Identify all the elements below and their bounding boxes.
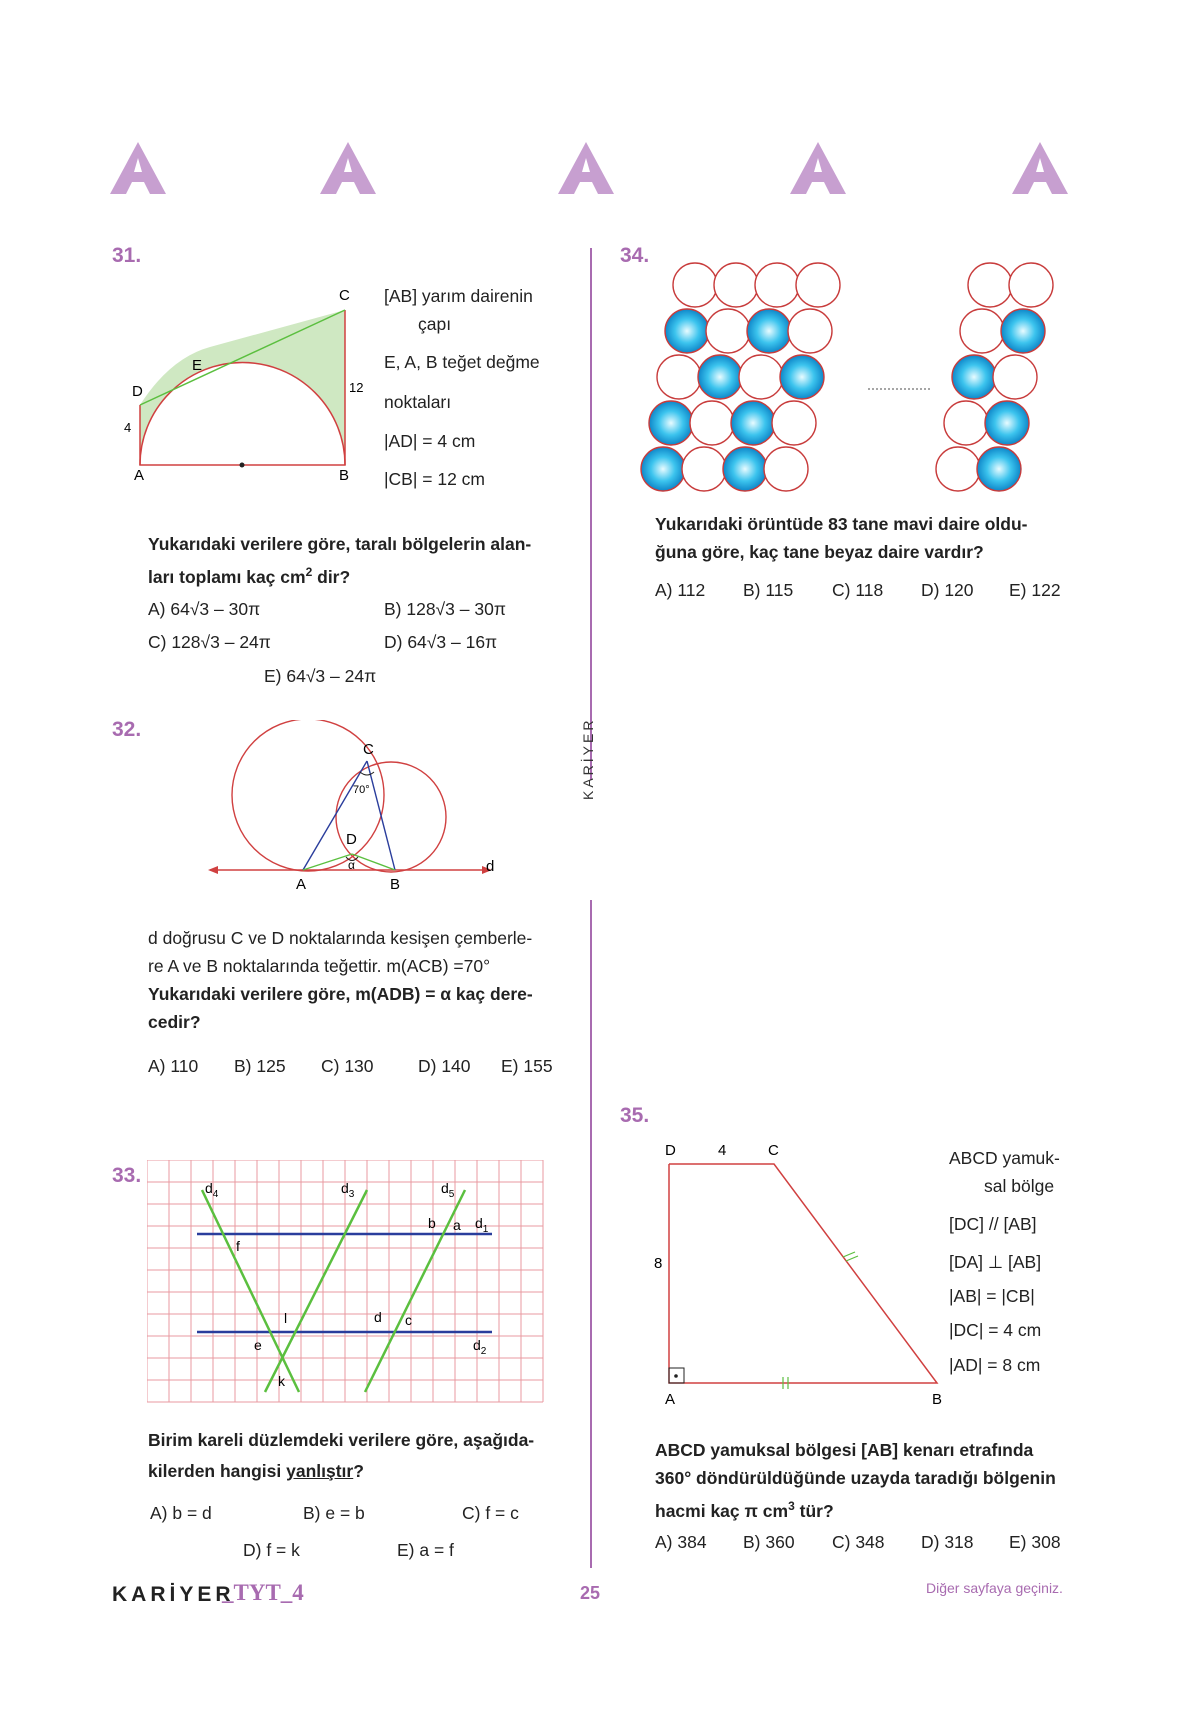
q35-label-d: D [665, 1142, 676, 1159]
q35-info-5: |AB| = |CB| [949, 1286, 1035, 1306]
logo-a-2 [318, 140, 378, 196]
blue-circle [952, 355, 996, 399]
q32-angle-70: 70° [353, 784, 370, 796]
q32-figure [200, 720, 510, 895]
white-circle [772, 401, 816, 445]
white-circle [657, 355, 701, 399]
q35-figure [650, 1140, 950, 1410]
logo-a-5 [1010, 140, 1070, 196]
white-circle [714, 263, 758, 307]
q31-label-a: A [134, 467, 145, 484]
q31-info-2: çapı [418, 314, 452, 334]
q32-number: 32. [112, 718, 142, 741]
q33-line2-pre: kilerden hangisi [148, 1461, 287, 1481]
q35-option-a[interactable]: A) 384 [655, 1532, 707, 1552]
q33-label-k: k [278, 1373, 285, 1389]
q34-line1: Yukarıdaki örüntüde 83 tane mavi daire oldu- [655, 514, 1028, 534]
q32-option-b[interactable]: B) 125 [234, 1056, 286, 1076]
q33-line2 [148, 1456, 578, 1487]
blue-circle [780, 355, 824, 399]
q31-question-line1: Yukarıdaki verilere göre, taralı bölgelerin alan- [148, 534, 532, 554]
q32-label-c: C [363, 741, 374, 758]
q35-line2: 360° döndürüldüğünde uzayda taradığı bölgenin [655, 1468, 1056, 1488]
q32-option-a[interactable]: A) 110 [148, 1056, 199, 1076]
q32-label-d-line: d [486, 858, 495, 875]
q31-info-3: E, A, B teğet değme [384, 352, 540, 372]
white-circle [673, 263, 717, 307]
q35-label-a: A [665, 1391, 676, 1408]
q33-line2-post: ? [353, 1461, 364, 1481]
q31-option-d[interactable]: D) 64√3 – 16π [384, 632, 498, 652]
blue-circle [977, 447, 1021, 491]
white-circle [764, 447, 808, 491]
side-brand: KARİYER [580, 717, 596, 800]
q33-option-a[interactable]: A) b = d [150, 1503, 212, 1523]
q35-line1: ABCD yamuksal bölgesi [AB] kenarı etrafında [655, 1440, 1034, 1460]
q31-q-post: dir? [312, 566, 351, 587]
q31-q-sup: 2 [305, 565, 313, 579]
q35-text [655, 1436, 1085, 1525]
q34-option-d[interactable]: D) 120 [921, 580, 974, 600]
q32-line4: cedir? [148, 1012, 201, 1032]
q35-line3 [655, 1492, 1085, 1525]
blue-circle [1001, 309, 1045, 353]
logo-a-3 [556, 140, 616, 196]
q35-option-c[interactable]: C) 348 [832, 1532, 885, 1552]
blue-circle [649, 401, 693, 445]
q35-option-b[interactable]: B) 360 [743, 1532, 795, 1552]
column-divider-bottom [590, 900, 592, 1568]
q33-label-c: c [405, 1312, 412, 1328]
q33-option-d[interactable]: D) f = k [243, 1540, 300, 1560]
q32-line3: Yukarıdaki verilere göre, m(ADB) = α kaç dere- [148, 984, 533, 1004]
blue-circle [731, 401, 775, 445]
q32-option-e[interactable]: E) 155 [501, 1056, 553, 1076]
q35-info-3: [DC] // [AB] [949, 1214, 1037, 1234]
next-page-note[interactable]: Diğer sayfaya geçiniz. [926, 1580, 1063, 1596]
q31-option-c[interactable]: C) 128√3 – 24π [148, 632, 271, 652]
page-number: 25 [580, 1583, 601, 1603]
q34-text [655, 510, 1075, 566]
white-circle [706, 309, 750, 353]
q35-info-4: [DA] ⊥ [AB] [949, 1252, 1042, 1272]
q33-label-d3: $d_3$ [341, 1180, 355, 1200]
q35-label-c: C [768, 1142, 779, 1159]
q32-label-b: B [390, 876, 401, 893]
blue-circle [698, 355, 742, 399]
q34-number: 34. [620, 244, 650, 267]
white-circle [739, 355, 783, 399]
blue-circle [641, 447, 685, 491]
q35-info-7: |AD| = 8 cm [949, 1355, 1041, 1375]
q33-option-c[interactable]: C) f = c [462, 1503, 519, 1523]
blue-circle [985, 401, 1029, 445]
q32-text [148, 924, 578, 1036]
q32-label-d: D [346, 831, 357, 848]
q31-option-e[interactable]: E) 64√3 – 24π [264, 666, 377, 686]
q35-line3-pre: hacmi kaç π cm [655, 1500, 789, 1521]
q35-info-1: ABCD yamuk- [949, 1148, 1060, 1168]
white-circle [993, 355, 1037, 399]
q35-info-2: sal bölge [984, 1176, 1055, 1196]
q35-line3-sup: 3 [788, 1499, 795, 1513]
column-divider-top [590, 248, 592, 780]
blue-circle [723, 447, 767, 491]
q33-label-d1: $d_1$ [475, 1215, 489, 1235]
q33-option-e[interactable]: E) a = f [397, 1540, 454, 1560]
q31-number: 31. [112, 244, 142, 267]
q32-line1: d doğrusu C ve D noktalarında kesişen çemberle- [148, 928, 533, 948]
q31-label-b: B [339, 467, 350, 484]
q35-option-d[interactable]: D) 318 [921, 1532, 974, 1552]
q35-label-8: 8 [654, 1255, 663, 1272]
q31-question-line2 [148, 558, 568, 591]
q31-label-4: 4 [124, 420, 132, 435]
q34-option-b[interactable]: B) 115 [743, 580, 794, 600]
q31-info-5: |AD| = 4 cm [384, 431, 476, 451]
q33-label-l: l [284, 1310, 288, 1326]
q33-label-e: e [254, 1337, 262, 1353]
white-circle [690, 401, 734, 445]
q31-info-1: [AB] yarım dairenin [384, 286, 533, 306]
logo-a-1 [108, 140, 168, 196]
q31-label-c: C [339, 287, 350, 304]
white-circle [960, 309, 1004, 353]
q34-option-a[interactable]: A) 112 [655, 580, 706, 600]
q35-label-b: B [932, 1391, 943, 1408]
footer-exam: _TYT_4 [222, 1580, 304, 1605]
q34-figure [640, 255, 1070, 505]
white-circle [796, 263, 840, 307]
q32-option-c[interactable]: C) 130 [321, 1056, 374, 1076]
q33-text [148, 1425, 578, 1487]
white-circle [944, 401, 988, 445]
q31-q-pre: ları toplamı kaç cm [148, 566, 306, 587]
q33-option-b[interactable]: B) e = b [303, 1503, 365, 1523]
q34-line2: ğuna göre, kaç tane beyaz daire vardır? [655, 542, 984, 562]
q35-line3-post: tür? [794, 1500, 834, 1521]
q31-info-6: |CB| = 12 cm [384, 469, 486, 489]
q32-alpha: α [348, 858, 355, 872]
q32-option-d[interactable]: D) 140 [418, 1056, 471, 1076]
q33-number: 33. [112, 1164, 142, 1187]
q31-question [148, 530, 568, 591]
q31-figure [120, 280, 380, 495]
q33-label-d5: $d_5$ [441, 1180, 455, 1200]
q31-label-e: E [192, 357, 203, 374]
q31-option-b[interactable]: B) 128√3 – 30π [384, 599, 506, 619]
q34-option-e[interactable]: E) 122 [1009, 580, 1061, 600]
q33-line2-underline: yanlıştır [286, 1461, 354, 1481]
white-circle [1009, 263, 1053, 307]
white-circle [682, 447, 726, 491]
q33-label-a: a [453, 1217, 461, 1233]
q33-label-b: b [428, 1215, 436, 1231]
footer-brand: KARİYER [112, 1583, 235, 1606]
q35-number: 35. [620, 1104, 650, 1127]
q34-option-c[interactable]: C) 118 [832, 580, 884, 600]
q33-label-d2: $d_2$ [473, 1337, 487, 1357]
q33-figure [147, 1160, 547, 1410]
white-circle [936, 447, 980, 491]
q31-option-a[interactable]: A) 64√3 – 30π [148, 599, 261, 619]
q33-label-d4: $d_4$ [205, 1180, 219, 1200]
blue-circle [665, 309, 709, 353]
q31-info-4: noktaları [384, 392, 452, 412]
white-circle [968, 263, 1012, 307]
q35-label-4: 4 [718, 1142, 727, 1159]
logo-a-4 [788, 140, 848, 196]
q33-label-d: d [374, 1309, 382, 1325]
q31-label-d: D [132, 383, 143, 400]
q32-line2: re A ve B noktalarında teğettir. m(ACB) =70° [148, 956, 491, 976]
white-circle [788, 309, 832, 353]
white-circle [755, 263, 799, 307]
q33-line1: Birim kareli düzlemdeki verilere göre, aşağıda- [148, 1430, 535, 1450]
q31-label-12: 12 [349, 380, 364, 395]
q32-label-a: A [296, 876, 307, 893]
q35-info-6: |DC| = 4 cm [949, 1320, 1042, 1340]
blue-circle [747, 309, 791, 353]
q33-label-f: f [236, 1238, 240, 1254]
q35-option-e[interactable]: E) 308 [1009, 1532, 1061, 1552]
